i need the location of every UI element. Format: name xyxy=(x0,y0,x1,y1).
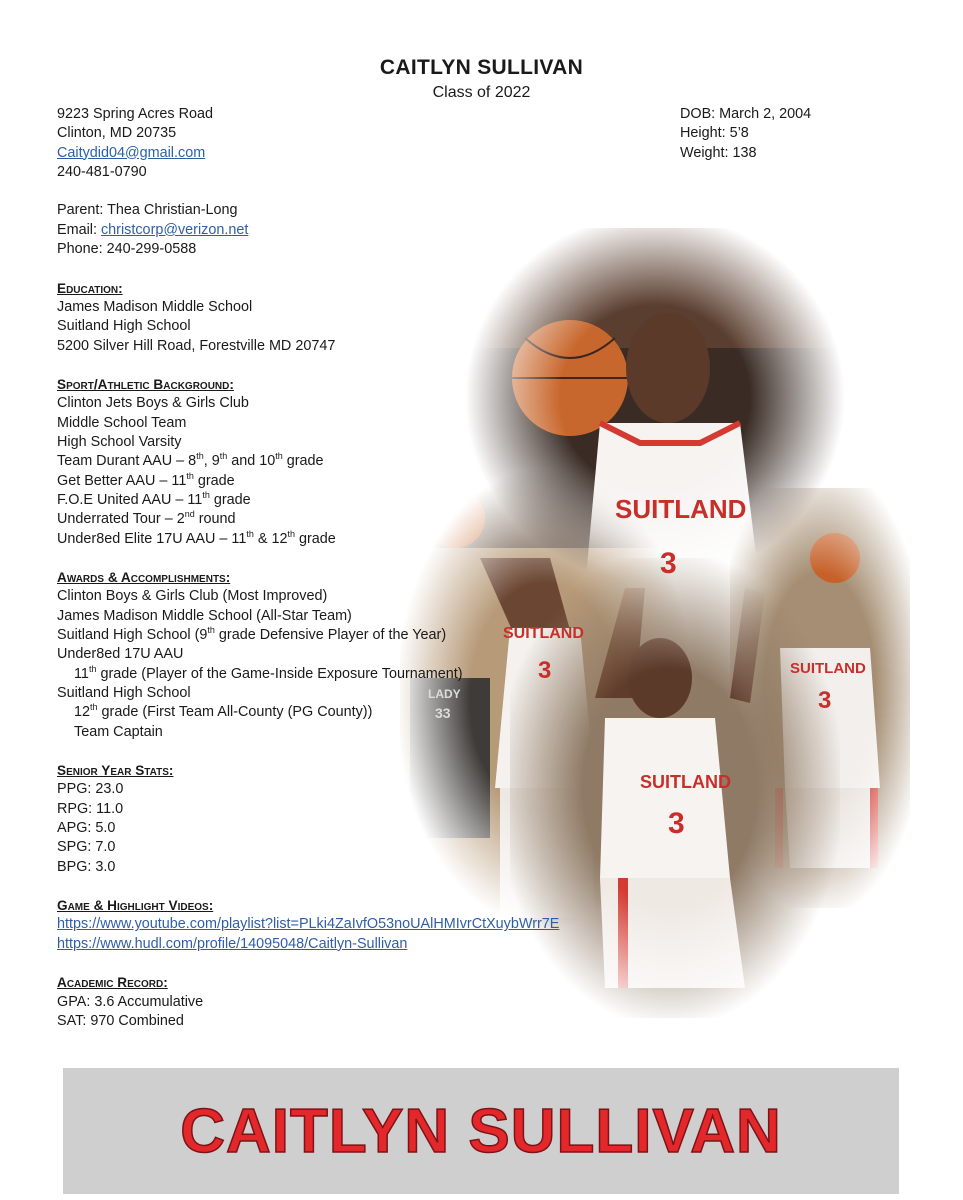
academic-heading: Academic Record: xyxy=(57,975,168,991)
stat-item: RPG: 11.0 xyxy=(57,800,124,817)
email-link[interactable]: Caitydid04@gmail.com xyxy=(57,144,206,161)
bg-jersey-text: LADY xyxy=(428,687,461,701)
award-item: Suitland High School xyxy=(57,684,191,701)
bio-block xyxy=(680,105,920,163)
award-item: 11th grade (Player of the Game-Inside Exposure Tournament) xyxy=(74,663,463,682)
parent-email-link[interactable]: christcorp@verizon.net xyxy=(100,221,249,238)
stats-heading: Senior Year Stats: xyxy=(57,763,174,779)
stat-item: PPG: 23.0 xyxy=(57,781,124,798)
award-item: Suitland High School (9th grade Defensive Player of the Year) xyxy=(57,625,447,644)
athletic-item: F.O.E United AAU – 11th grade xyxy=(57,490,251,508)
jersey-number-main: 3 xyxy=(660,547,677,580)
jersey-text-left: SUITLAND xyxy=(503,625,584,642)
stat-item: BPG: 3.0 xyxy=(57,858,116,875)
jersey-text-main: SUITLAND xyxy=(615,494,747,524)
phone: 240-481-0790 xyxy=(57,163,147,180)
stat-item: SPG: 7.0 xyxy=(57,839,116,856)
education-item: 5200 Silver Hill Road, Forestville MD 20747 xyxy=(57,337,336,354)
awards-heading: Awards & Accomplishments: xyxy=(57,570,231,586)
athletic-item: Under8ed Elite 17U AAU – 11th & 12th grade xyxy=(57,528,336,547)
jersey-text-center: SUITLAND xyxy=(640,772,731,792)
parent-phone: Phone: 240-299-0588 xyxy=(57,241,197,258)
city-state-zip: Clinton, MD 20735 xyxy=(57,125,177,142)
jersey-number-center: 3 xyxy=(668,807,685,840)
athletic-item: Middle School Team xyxy=(57,414,187,431)
athletic-item: High School Varsity xyxy=(57,434,182,451)
award-item: 12th grade (First Team All-County (PG County)) xyxy=(74,702,373,721)
jersey-number-left: 3 xyxy=(538,657,552,684)
page-title: CAITLYN SULLIVAN xyxy=(379,56,584,79)
resume-body xyxy=(57,105,617,1031)
dob: DOB: March 2, 2004 xyxy=(680,106,812,122)
education-item: Suitland High School xyxy=(57,318,191,335)
athletic-item: Get Better AAU – 11th grade xyxy=(57,470,235,489)
banner-name: CAITLYN SULLIVAN xyxy=(180,1096,782,1166)
parent-email-label: Email: xyxy=(57,221,101,238)
academic-item: GPA: 3.6 Accumulative xyxy=(57,993,204,1010)
weight: Weight: 138 xyxy=(680,144,757,161)
bg-jersey-number: 33 xyxy=(435,705,451,721)
jersey-number-right: 3 xyxy=(818,687,832,714)
parent-name: Parent: Thea Christian-Long xyxy=(57,202,238,219)
award-item: Team Captain xyxy=(74,723,163,740)
hudl-link[interactable]: https://www.hudl.com/profile/14095048/Caitlyn-Sullivan xyxy=(57,935,408,952)
award-item: Clinton Boys & Girls Club (Most Improved) xyxy=(57,588,328,605)
athletic-item: Underrated Tour – 2nd round xyxy=(57,509,236,528)
parent-email-line xyxy=(57,221,617,240)
youtube-link[interactable]: https://www.youtube.com/playlist?list=PLki4ZaIvfO53noUAlHMIvrCtXuybWrr7E xyxy=(57,916,560,933)
award-item: Under8ed 17U AAU xyxy=(57,646,184,663)
education-heading: Education: xyxy=(57,280,123,296)
height: Height: 5’8 xyxy=(680,125,749,142)
stat-item: APG: 5.0 xyxy=(57,819,116,836)
jersey-text-right: SUITLAND xyxy=(790,660,866,677)
street-address: 9223 Spring Acres Road xyxy=(57,106,213,122)
education-item: James Madison Middle School xyxy=(57,298,253,315)
athletic-item: Team Durant AAU – 8th, 9th and 10th grade xyxy=(57,451,324,470)
name-banner xyxy=(63,1068,899,1194)
award-item: James Madison Middle School (All-Star Team) xyxy=(57,607,352,624)
athletic-heading: Sport/Athletic Background: xyxy=(57,377,234,393)
class-year: Class of 2022 xyxy=(432,84,531,101)
athletic-item: Clinton Jets Boys & Girls Club xyxy=(57,395,249,412)
videos-heading: Game & Highlight Videos: xyxy=(57,898,214,914)
academic-item: SAT: 970 Combined xyxy=(57,1012,184,1029)
